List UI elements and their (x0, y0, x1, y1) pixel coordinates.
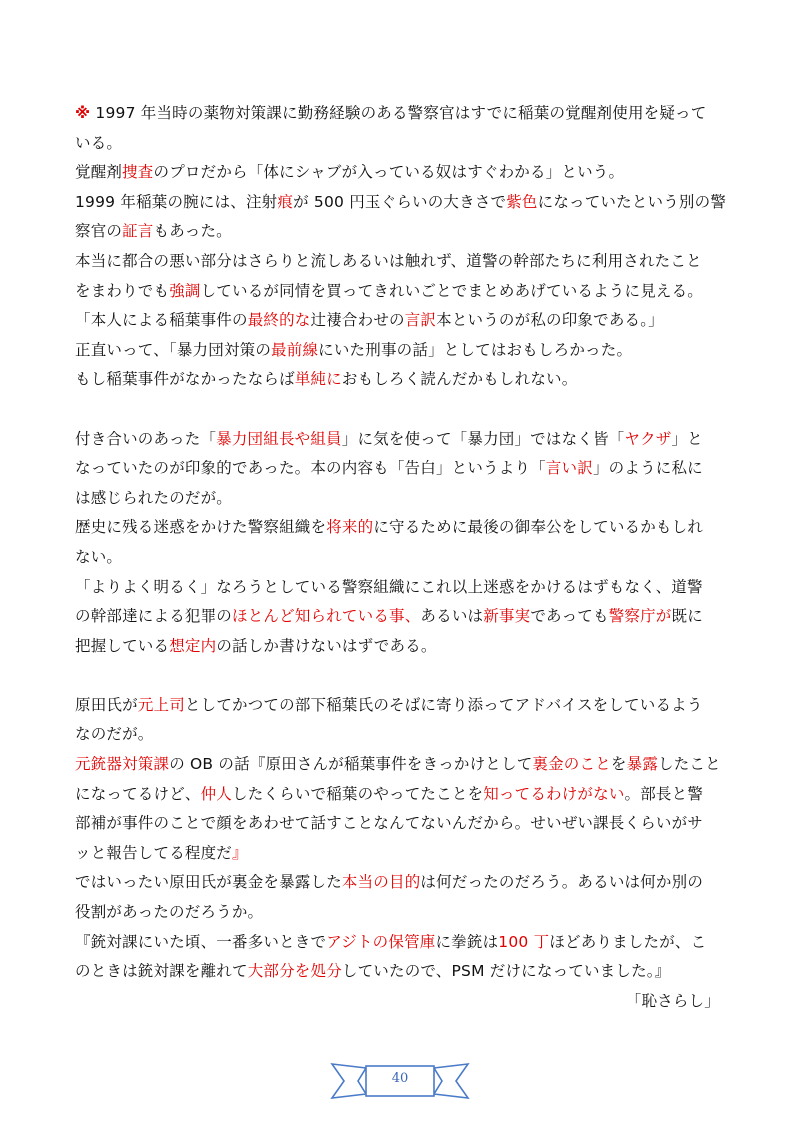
highlighted-text: アジトの保管庫 (326, 932, 436, 951)
text-line (75, 129, 730, 159)
text-segment: 「本人による稲葉事件の (75, 311, 248, 330)
reference-mark: ※ (75, 104, 91, 122)
text-segment: 「恥さらし」 (625, 991, 720, 1010)
text-segment: もあった。 (153, 222, 232, 241)
highlighted-text: ヤクザ (624, 429, 672, 448)
text-segment: 歴史に残る迷惑をかけた警察組織を (75, 518, 327, 537)
text-line (75, 336, 730, 366)
text-segment: 」と (671, 429, 703, 448)
text-line (75, 632, 730, 662)
text-segment: としてかつての部下稲葉氏のそばに寄り添ってアドバイスをしているよう (184, 695, 703, 714)
text-line (75, 898, 730, 928)
text-line (75, 928, 730, 958)
text-line (75, 543, 730, 573)
text-segment: ッと報告してる程度だ (75, 843, 233, 862)
highlighted-text: 』 (232, 843, 248, 862)
text-segment: 本当に都合の悪い部分はさらりと流しあるいは触れず、道警の幹部たちに利用されたこと (75, 251, 702, 270)
highlighted-text: 紫色 (506, 192, 538, 211)
text-segment: もし稲葉事件がなかったならば (75, 370, 295, 389)
text-segment: あるいは (420, 607, 484, 626)
text-line (75, 99, 730, 129)
text-segment: 辻褄合わせの (310, 311, 405, 330)
highlighted-text: 新事実 (483, 607, 531, 626)
highlighted-text: 本当の目的 (341, 873, 421, 892)
highlighted-text: 捜査 (122, 163, 154, 182)
text-line (75, 188, 730, 218)
highlighted-text: 元銃器対策課 (75, 755, 170, 774)
text-line (75, 839, 730, 869)
text-line (75, 691, 730, 721)
paragraph (75, 99, 730, 395)
text-line (75, 602, 730, 632)
text-segment: 役割があったのだろうか。 (75, 903, 264, 922)
highlighted-text: 暴露 (626, 755, 659, 774)
text-segment: に守るために最後の御奉公をしているかもしれ (373, 518, 704, 537)
text-line (75, 573, 730, 603)
highlighted-text: 強調 (169, 281, 201, 300)
text-segment: に拳銃は (435, 932, 499, 951)
text-segment: 覚醒剤 (75, 163, 123, 182)
text-line (75, 484, 730, 514)
text-line (75, 217, 730, 247)
paragraph (75, 691, 730, 1017)
text-segment: しているが同情を買ってきれいごとでまとめあげているように見える。 (200, 281, 704, 300)
text-segment: の OB の話『原田さんが稲葉事件をきっかけとして (169, 755, 533, 774)
text-segment: いる。 (75, 133, 123, 152)
text-segment: になっていたという別の警 (537, 192, 727, 211)
highlighted-text: 将来的 (326, 518, 374, 537)
text-segment: 『銃対課にいた頃、一番多いときで (75, 932, 327, 951)
text-line (75, 513, 730, 543)
highlighted-text: 知ってるわけがない (483, 784, 625, 803)
text-line (75, 247, 730, 277)
text-segment: をまわりでも (75, 281, 170, 300)
text-segment: 察官の (75, 222, 123, 241)
text-segment: 「よりよく明るく」なろうとしている警察組織にこれ以上迷惑をかけるはずもなく、道警 (75, 577, 703, 596)
text-segment: の話しか書けないはずである。 (216, 636, 437, 655)
text-segment: ない。 (75, 547, 123, 566)
text-line (75, 957, 730, 987)
highlighted-text: 最終的な (247, 311, 311, 330)
text-segment: のときは銃対課を離れて (75, 962, 248, 981)
highlighted-text: 想定内 (169, 636, 217, 655)
text-line (75, 809, 730, 839)
highlighted-text: 言訳 (404, 311, 437, 330)
text-line (75, 750, 730, 780)
highlighted-text: 暴力団組長や組員 (216, 429, 342, 448)
text-segment: は何だったのだろう。あるいは何か別の (420, 873, 704, 892)
text-segment: 1997 年当時の薬物対策課に勤務経験のある警察官はすでに稲葉の覚醒剤使用を疑って (90, 104, 707, 122)
text-segment: 正直いって、「暴力団対策の (75, 340, 272, 359)
text-segment: おもしろく読んだかもしれない。 (341, 370, 578, 389)
text-segment: 」に気を使って「暴力団」ではなく皆「 (341, 429, 625, 448)
highlighted-text: 痕 (277, 192, 294, 211)
text-segment: なっていたのが印象的であった。本の内容も「告白」というより「 (75, 459, 546, 478)
text-segment: のプロだから「体にシャブが入っている奴はすぐわかる」という。 (153, 163, 625, 182)
text-line (75, 365, 730, 395)
text-segment: になってるけど、 (75, 784, 201, 803)
highlighted-text: ほとんど知られている事、 (232, 607, 421, 626)
text-segment: ほどありましたが、こ (549, 932, 707, 951)
body-text (75, 99, 730, 1046)
text-line (75, 425, 730, 455)
text-line (75, 780, 730, 810)
text-line (75, 454, 730, 484)
page-footer-ribbon (330, 1058, 470, 1104)
text-segment: 部補が事件のことで顔をあわせて話すことなんてないんだから。せいぜい課長くらいがサ (75, 814, 704, 833)
highlighted-text: 言い訳 (545, 459, 593, 478)
source-attribution (75, 987, 730, 1017)
highlighted-text: 最前線 (271, 340, 319, 359)
highlighted-text: 100 丁 (498, 932, 550, 951)
text-line (75, 158, 730, 188)
text-segment: であっても (530, 607, 609, 626)
text-segment: 本というのが私の印象である。」 (436, 311, 664, 330)
highlighted-text: 証言 (122, 222, 154, 241)
text-segment: 。部長と警 (624, 784, 704, 803)
text-segment: したこと (658, 755, 721, 774)
text-segment: は感じられたのだが。 (75, 488, 233, 507)
text-segment: なのだが。 (75, 725, 154, 744)
text-line (75, 277, 730, 307)
text-line (75, 306, 730, 336)
highlighted-text: 単純に (294, 370, 342, 389)
highlighted-text: 仲人 (200, 784, 233, 803)
text-segment: 付き合いのあった「 (75, 429, 217, 448)
text-segment: 1999 年稲葉の腕には、注射 (75, 192, 278, 211)
text-segment: の幹部達による犯罪の (75, 607, 233, 626)
highlighted-text: 警察庁が (608, 607, 672, 626)
text-segment: 」のように私に (592, 459, 703, 478)
text-segment: 把握している (75, 636, 170, 655)
highlighted-text: 裏金のこと (532, 755, 611, 774)
highlighted-text: 元上司 (137, 695, 185, 714)
text-line (75, 720, 730, 750)
text-segment: 原田氏が (75, 695, 138, 714)
page-number: 40 (391, 1071, 409, 1086)
text-segment: していたので、PSM だけになっていました。』 (341, 962, 671, 981)
text-segment: ではいったい原田氏が裏金を暴露した (75, 873, 342, 892)
text-segment: が 500 円玉ぐらいの大きさで (293, 192, 507, 211)
text-segment: にいた刑事の話」としてはおもしろかった。 (318, 340, 633, 359)
paragraph (75, 425, 730, 662)
text-segment: 既に (671, 607, 703, 626)
text-segment: したくらいで稲葉のやってたことを (232, 784, 484, 803)
highlighted-text: 大部分を処分 (247, 962, 342, 981)
text-line (75, 868, 730, 898)
text-segment: を (610, 755, 627, 774)
